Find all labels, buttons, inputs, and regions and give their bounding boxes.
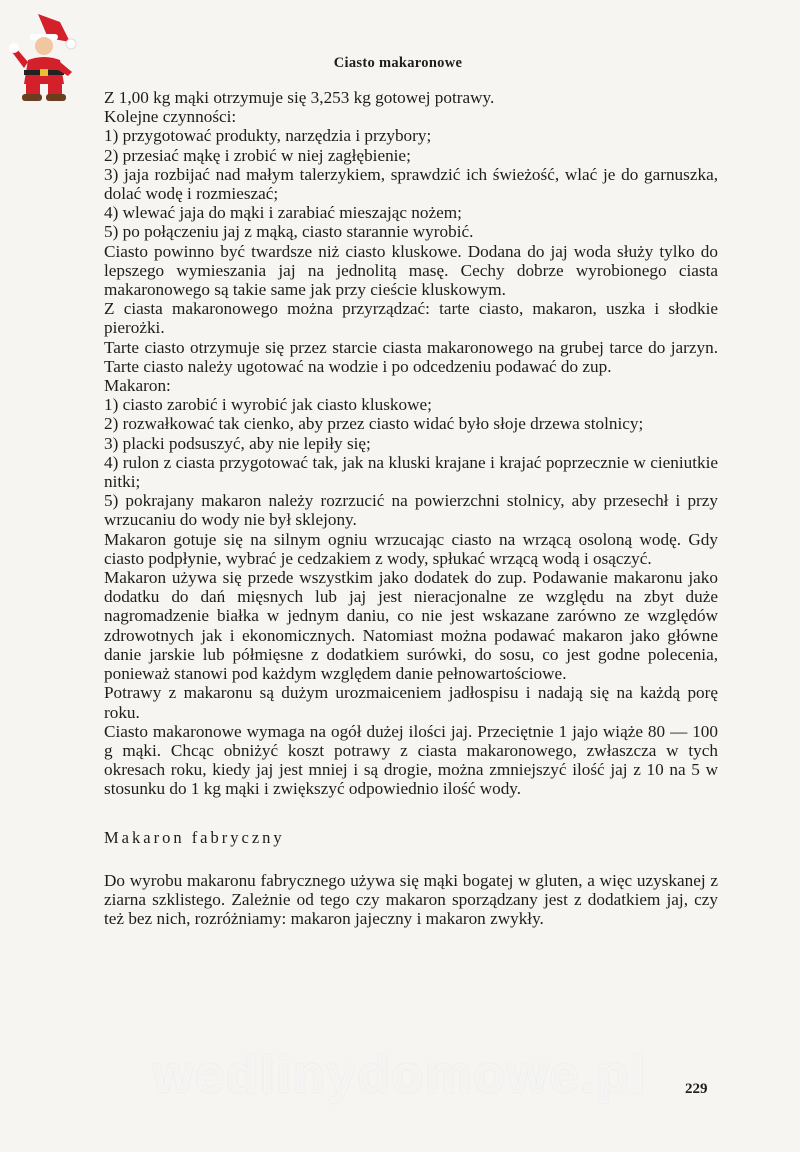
text-paragraph: Z 1,00 kg mąki otrzymuje się 3,253 kg gotowej potrawy.	[104, 88, 495, 107]
text-paragraph: Makaron gotuje się na silnym ogniu wrzucając ciasto na wrzącą osoloną wodę. Gdy ciasto podpłynie, wybrać je cedzakiem z wody, spłukać wrzącą wodą i osączyć.	[104, 529, 718, 568]
list-item: 4) rulon z ciasta przygotować tak, jak na kluski krajane i krajać poprzecznie w cieniutkie nitki;	[104, 452, 718, 492]
list-item: 5) po połączeniu jaj z mąką, ciasto starannie wyrobić.	[104, 222, 474, 242]
text-paragraph: Kolejne czynności:	[104, 107, 237, 127]
list-item: 2) przesiać mąkę i zrobić w niej zagłębienie;	[104, 145, 411, 165]
list-item: 2) rozwałkować tak cienko, aby przez ciasto widać było słoje drzewa stolnicy;	[104, 414, 644, 434]
text-paragraph: Makaron:	[104, 376, 171, 396]
list-item: 3) placki podsuszyć, aby nie lepiły się;	[104, 433, 371, 453]
page-number: 229	[685, 1081, 708, 1097]
text-paragraph: Makaron używa się przede wszystkim jako dodatek do zup. Podawanie makaronu jako dodatku do dań mięsnych lub jaj jest nieracjonalne ze względu na zbyt duże nagromadzenie białka w jednym daniu, co nie jest wskazane zarówno ze względów zdrowotnych jak i ekonomicznych. Natomiast można podawać makaron jako główne danie jarskie lub półmięsne z dodatkiem surówki, do sosu, co jest godne polecenia, ponieważ stanowi pod każdym względem danie pełnowartościowe.	[104, 568, 718, 684]
list-item: 5) pokrajany makaron należy rozrzucić na powierzchni stolnicy, aby przesechł i przy wrzucaniu do wody nie był sklejony.	[104, 491, 718, 530]
text-paragraph: Potrawy z makaronu są dużym urozmaiceniem jadłospisu i nadają się na każdą porę roku.	[104, 683, 718, 722]
text-paragraph: Z ciasta makaronowego można przyrządzać: tarte ciasto, makaron, uszka i słodkie pierożki.	[104, 299, 718, 338]
page-header: Ciasto makaronowe	[333, 55, 463, 71]
watermark: wedlinydomowe.pl	[152, 1046, 648, 1104]
text-paragraph: Ciasto powinno być twardsze niż ciasto kluskowe. Dodana do jaj woda służy tylko do lepszego wymieszania jaj na jednolitą masę. Cechy dobrze wyrobionego ciasta makaronowego są takie same jak przy cieście kluskowym.	[104, 241, 718, 300]
section-heading: Makaron fabryczny	[104, 827, 285, 847]
list-item: 1) przygotować produkty, narzędzia i przybory;	[104, 126, 432, 146]
text-paragraph: Tarte ciasto otrzymuje się przez starcie ciasta makaronowego na grubej tarce do jarzyn. Tarte ciasto należy ugotować na wodzie i po odcedzeniu podawać do zup.	[104, 337, 718, 376]
list-item: 3) jaja rozbijać nad małym talerzykiem, sprawdzić ich świeżość, wlać je do garnuszka, dolać wodę i rozmieszać;	[104, 164, 718, 204]
page-content	[104, 88, 718, 928]
list-item: 1) ciasto zarobić i wyrobić jak ciasto kluskowe;	[104, 395, 432, 415]
list-item: 4) wlewać jaja do mąki i zarabiać mieszając nożem;	[104, 203, 462, 223]
text-paragraph: Ciasto makaronowe wymaga na ogół dużej ilości jaj. Przeciętnie 1 jajo wiąże 80 — 100 g mąki. Chcąc obniżyć koszt potrawy z ciasta makaronowego, zwłaszcza w tych okresach roku, kiedy jaj jest mniej i są drogie, można zmniejszyć ilość jaj z 10 na 5 w stosunku do 1 kg mąki i zwiększyć odpowiednio ilość wody.	[104, 721, 718, 799]
text-paragraph: Do wyrobu makaronu fabrycznego używa się mąki bogatej w gluten, a więc uzyskanej z ziarna szklistego. Zależnie od tego czy makaron sporządzany jest z dodatkiem jaj, czy też bez nich, rozróżniamy: makaron jajeczny i makaron zwykły.	[104, 870, 718, 929]
